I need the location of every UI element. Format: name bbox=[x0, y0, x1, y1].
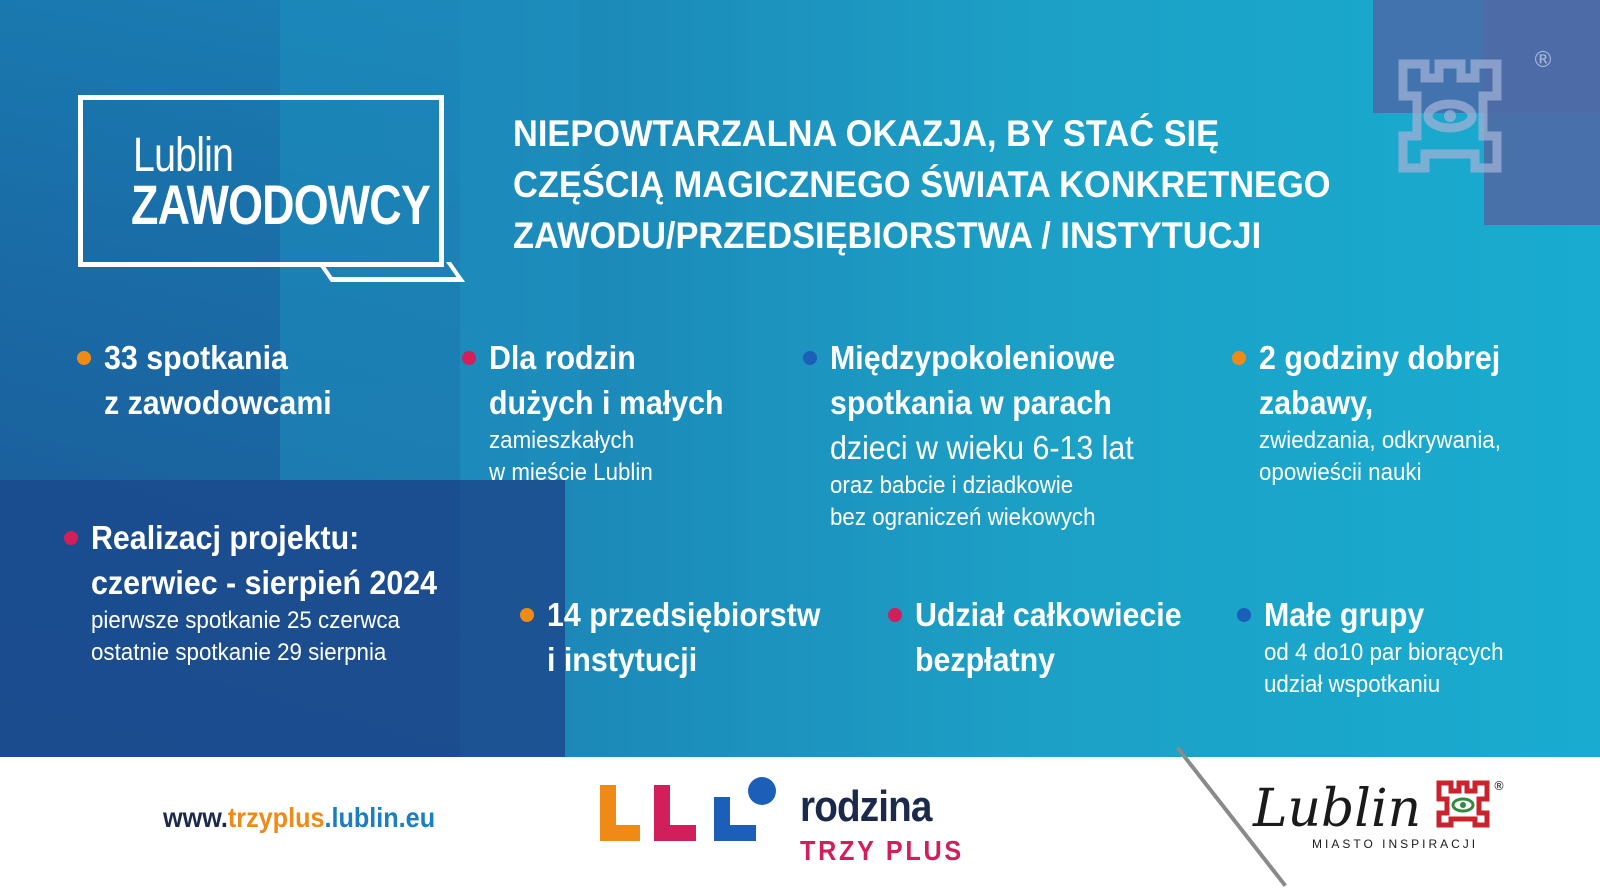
feature-subtitle: ostatnie spotkanie 29 sierpnia bbox=[91, 639, 387, 666]
rodzina-trzy-plus-logo-icon bbox=[600, 775, 780, 843]
bullet-dot-icon bbox=[462, 351, 476, 365]
feature-subtitle: zwiedzania, odkrywania, bbox=[1259, 427, 1501, 454]
feature-mid: dzieci w wieku 6-13 lat bbox=[830, 429, 1134, 466]
feature-meetings bbox=[104, 335, 352, 425]
registered-mark-icon: ® bbox=[1493, 779, 1505, 793]
feature-subtitle: zamieszkałych bbox=[489, 427, 635, 454]
feature-title: Dla rodzin bbox=[489, 339, 636, 376]
headline-line: ZAWODU/PRZEDSIĘBIORSTWA / INSTYTUCJI bbox=[513, 215, 1262, 256]
lublin-emblem-watermark-icon bbox=[1395, 56, 1505, 176]
lublin-city-logo-text: Lublin bbox=[1253, 779, 1422, 839]
feature-title: z zawodowcami bbox=[104, 384, 332, 421]
logo-frame-tab bbox=[317, 262, 465, 282]
feature-title: bezpłatny bbox=[915, 641, 1056, 678]
feature-title: Małe grupy bbox=[1264, 596, 1425, 633]
logo-line2: ZAWODOWCY bbox=[131, 173, 430, 236]
lublin-tagline: MIASTO INSPIRACJI bbox=[1312, 837, 1479, 851]
feature-subtitle: bez ograniczeń wiekowych bbox=[830, 504, 1096, 531]
website-link[interactable] bbox=[163, 802, 435, 834]
url-domain: .lublin.eu bbox=[324, 802, 436, 833]
url-prefix: www. bbox=[163, 802, 228, 833]
feature-title: 14 przedsiębiorstw bbox=[547, 596, 821, 633]
trzy-plus-logo-text: TRZY PLUS bbox=[800, 835, 964, 866]
lublin-emblem-icon bbox=[1435, 779, 1491, 829]
bullet-dot-icon bbox=[77, 351, 91, 365]
feature-title: 2 godziny dobrej bbox=[1259, 339, 1501, 376]
feature-subtitle: od 4 do10 par biorących bbox=[1264, 639, 1504, 666]
logo-line1: Lublin bbox=[133, 129, 234, 182]
feature-subtitle: pierwsze spotkanie 25 czerwca bbox=[91, 607, 400, 634]
feature-free bbox=[915, 592, 1205, 682]
feature-fun bbox=[1259, 335, 1521, 489]
feature-title: Realizacj projektu: bbox=[91, 519, 360, 556]
feature-title: Udział całkowiecie bbox=[915, 596, 1182, 633]
feature-title: czerwiec - sierpień 2024 bbox=[91, 564, 437, 601]
feature-title: dużych i małych bbox=[489, 384, 724, 421]
bullet-dot-icon bbox=[1232, 351, 1246, 365]
feature-subtitle: oraz babcie i dziadkowie bbox=[830, 472, 1074, 499]
feature-families bbox=[489, 335, 744, 489]
feature-title: zabawy, bbox=[1259, 384, 1374, 421]
feature-title: Międzypokoleniowe bbox=[830, 339, 1116, 376]
registered-mark-icon: ® bbox=[1532, 48, 1554, 73]
bullet-dot-icon bbox=[1237, 608, 1251, 622]
bullet-dot-icon bbox=[64, 531, 78, 545]
feature-title: i instytucji bbox=[547, 641, 698, 678]
feature-subtitle: w mieście Lublin bbox=[489, 459, 653, 486]
feature-intergenerational bbox=[830, 335, 1160, 534]
feature-subtitle: udział wspotkaniu bbox=[1264, 671, 1441, 698]
feature-small-groups bbox=[1264, 592, 1522, 701]
feature-companies bbox=[547, 592, 844, 682]
bullet-dot-icon bbox=[520, 608, 534, 622]
rodzina-logo-text: rodzina bbox=[800, 782, 932, 831]
footer bbox=[0, 757, 1600, 895]
feature-project-dates bbox=[91, 515, 467, 669]
feature-subtitle: opowieścii nauki bbox=[1259, 459, 1422, 486]
headline bbox=[513, 108, 1373, 261]
url-highlight: trzyplus bbox=[227, 802, 325, 833]
headline-line: CZĘŚCIĄ MAGICZNEGO ŚWIATA KONKRETNEGO bbox=[513, 164, 1331, 205]
feature-title: 33 spotkania bbox=[104, 339, 288, 376]
feature-title: spotkania w parach bbox=[830, 384, 1112, 421]
bullet-dot-icon bbox=[888, 608, 902, 622]
headline-line: NIEPOWTARZALNA OKAZJA, BY STAĆ SIĘ bbox=[513, 113, 1220, 154]
bullet-dot-icon bbox=[803, 351, 817, 365]
